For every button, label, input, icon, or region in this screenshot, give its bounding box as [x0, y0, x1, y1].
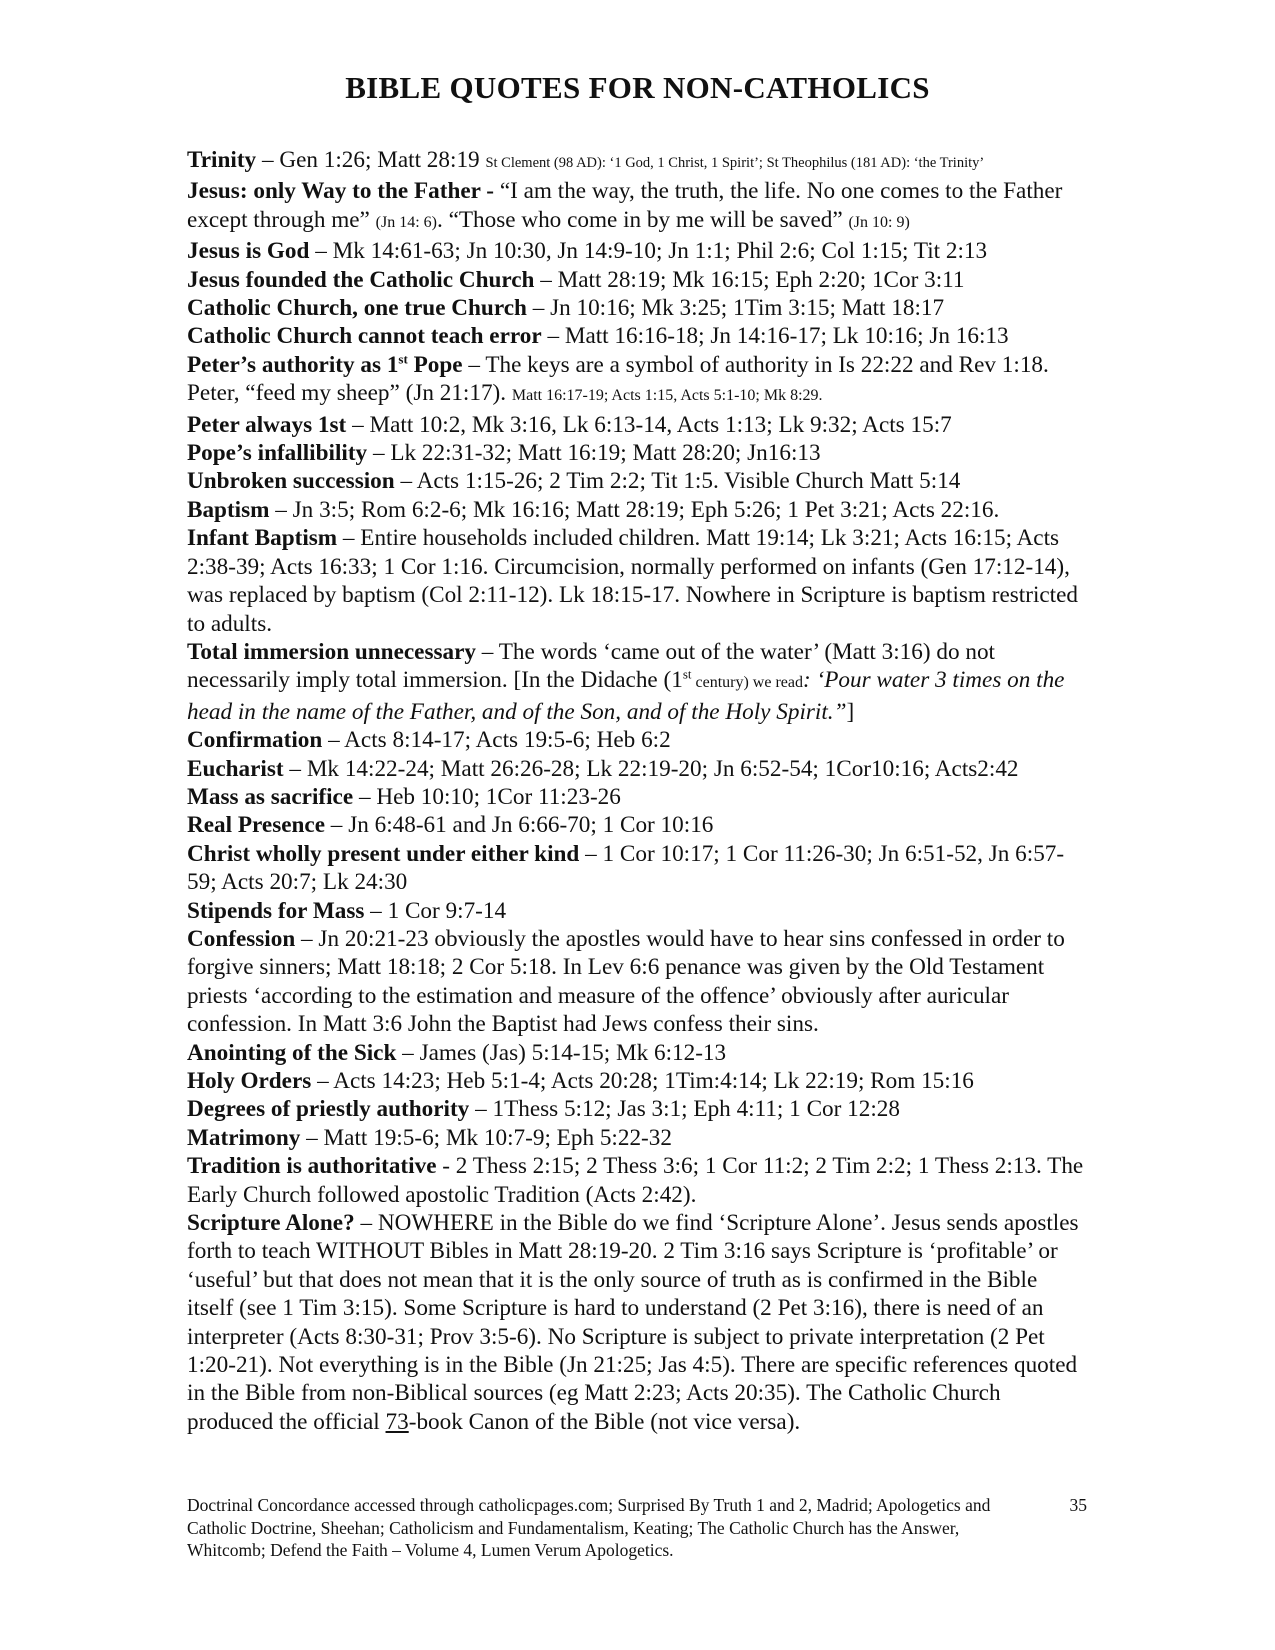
- entry-heading: Jesus founded the Catholic Church: [187, 266, 535, 293]
- entry-heading: Catholic Church cannot teach error: [187, 323, 542, 350]
- entry-text: – 1 Cor 9:7-14: [364, 897, 507, 924]
- entry-heading: Trinity: [187, 147, 257, 173]
- entry-baptism: [187, 496, 1087, 524]
- page-title: BIBLE QUOTES FOR NON-CATHOLICS: [345, 70, 930, 105]
- page-number: 35: [1069, 1495, 1087, 1515]
- entry-text: - 2 Thess 2:15; 2 Thess 3:6; 1 Cor 11:2; 2 Tim 2:2; 1 Thess 2:13. The Early Church followed apostolic Tradition (Acts 2:42).: [187, 1153, 1084, 1208]
- entry-heading: Real Presence: [187, 812, 325, 839]
- entry-cannot-teach-error: [187, 322, 1087, 350]
- entry-text: – The keys are a symbol of authority in Is 22:22 and Rev 1:18. Peter, “feed my sheep” (Jn 21:17).: [187, 351, 1049, 407]
- entry-holy-orders: [187, 1067, 1087, 1095]
- entry-text: – James (Jas) 5:14-15; Mk 6:12-13: [396, 1039, 727, 1066]
- entry-total-immersion: Total immersion unnecessary – The words ‘came out of the water’ (Matt 3:16) do not necessarily imply total immersion. [In the Didache (1st century) we read: ‘Pour water 3 times on the head in the name of the Father, and of the Son, and of the Holy Spirit.”]: [187, 638, 1065, 725]
- entry-heading: Unbroken succession: [187, 468, 395, 495]
- entry-text: – Jn 20:21-23 obviously the apostles would have to hear sins confessed in order to forgive sinners; Matt 18:18; 2 Cor 5:18. In Lev 6:6 penance was given by the Old Testament priests ‘according to the estimation and measure of the offence’ obviously after auricular confession. In Matt 3:6 John the Baptist had Jews confess their sins.: [187, 925, 1065, 1038]
- entry-peter-always-first: [187, 411, 1087, 439]
- entry-heading: Peter always 1st: [187, 411, 347, 438]
- entry-text: – Matt 10:2, Mk 3:16, Lk 6:13-14, Acts 1:13; Lk 9:32; Acts 15:7: [346, 411, 952, 438]
- entry-note: St Clement (98 AD): ‘1 God, 1 Christ, 1 Spirit’; St Theophilus (181 AD): ‘the Trinity’: [485, 155, 985, 171]
- entry-one-true-church: [187, 294, 1087, 322]
- entry-text: – Entire households included children. Matt 19:14; Lk 3:21; Acts 16:15; Acts 2:38-39; Acts 16:33; 1 Cor 1:16. Circumcision, normally performed on infants (Gen 17:12-14), was replaced by baptism (Col 2:11-12). Lk 18:15-17. Nowhere in Scripture is baptism restricted to adults.: [187, 525, 1079, 637]
- footer-sources: [187, 1494, 1087, 1562]
- entry-refs-small: Matt 16:17-19; Acts 1:15, Acts 5:1-10; Mk 8:29.: [511, 387, 823, 405]
- entry-heading: Peter’s authority as 1st Pope: [187, 351, 463, 378]
- entry-text: – Jn 10:16; Mk 3:25; 1Tim 3:15; Matt 18:17: [526, 295, 945, 322]
- entry-heading: Degrees of priestly authority: [187, 1096, 470, 1123]
- entry-heading: Anointing of the Sick: [187, 1039, 397, 1066]
- entry-text: – Matt 19:5-6; Mk 10:7-9; Eph 5:22-32: [300, 1124, 672, 1151]
- entry-tradition: [187, 1152, 1087, 1209]
- entry-text: – 1Thess 5:12; Jas 3:1; Eph 4:11; 1 Cor 12:28: [469, 1096, 900, 1123]
- entry-heading: Catholic Church, one true Church: [187, 295, 527, 322]
- entry-heading: Scripture Alone?: [187, 1210, 355, 1237]
- entry-heading: Matrimony: [187, 1124, 301, 1151]
- entry-text: – Gen 1:26; Matt 28:19: [256, 147, 486, 173]
- quote-list: [187, 146, 1087, 1436]
- entry-text: – 1 Cor 10:17; 1 Cor 11:26-30; Jn 6:51-52, Jn 6:57-59; Acts 20:7; Lk 24:30: [187, 840, 1065, 896]
- entry-text: – Acts 1:15-26; 2 Tim 2:2; Tit 1:5. Visible Church Matt 5:14: [394, 468, 961, 495]
- entry-trinity: [187, 146, 1087, 177]
- entry-text: – Acts 14:23; Heb 5:1-4; Acts 20:28; 1Tim:4:14; Lk 22:19; Rom 15:16: [311, 1068, 974, 1094]
- entry-text: – Jn 3:5; Rom 6:2-6; Mk 16:16; Matt 28:19; Eph 5:26; 1 Pet 3:21; Acts 22:16.: [269, 496, 1000, 523]
- entry-text: – NOWHERE in the Bible do we find ‘Scripture Alone’. Jesus sends apostles forth to teach WITHOUT Bibles in Matt 28:19-20. 2 Tim 3:16 says Scripture is ‘profitable’ or ‘useful’ but that does not mean that it is the only source of truth as is confirmed in the Bible itself (see 1 Tim 3:15). Some Scripture is hard to understand (2 Pet 3:16), there is need of an interpreter (Acts 8:30-31; Prov 3:5-6). No Scripture is subject to private interpretation (2 Pet 1:20-21). Not everything is in the Bible (Jn 21:25; Jas 4:5). There are specific references quoted in the Bible from non-Biblical sources (eg Matt 2:23; Acts 20:35). The Catholic Church produced the official: [187, 1210, 1079, 1435]
- entry-heading: Jesus: only Way to the Father -: [187, 178, 495, 205]
- entry-heading: Eucharist: [187, 755, 284, 782]
- entry-heading: Confirmation: [187, 727, 323, 754]
- entry-text: – The words ‘came out of the water’ (Matt 3:16) do not necessarily imply total immersion. [In the Didache (1: [187, 638, 995, 694]
- entry-text: – Matt 16:16-18; Jn 14:16-17; Lk 10:16; Jn 16:13: [541, 323, 1009, 350]
- entry-heading: Stipends for Mass: [187, 897, 365, 924]
- entry-text: century) we read: [691, 674, 803, 692]
- entry-heading: Pope’s infallibility: [187, 440, 368, 467]
- entry-peters-authority: [187, 351, 1087, 411]
- entry-matrimony: [187, 1124, 1087, 1152]
- entry-priestly-authority: [187, 1095, 1087, 1123]
- entry-text: – Mk 14:22-24; Matt 26:26-28; Lk 22:19-20; Jn 6:52-54; 1Cor10:16; Acts2:42: [283, 755, 1019, 782]
- entry-jesus-is-god: [187, 237, 1087, 265]
- entry-jesus-only-way: [187, 177, 1087, 237]
- entry-heading: Baptism: [187, 496, 270, 523]
- entry-heading: Confession: [187, 925, 296, 952]
- didache-quote: : ‘Pour water 3 times on the head in the name of the Father, and of the Son, and of the Holy Spirit.”: [187, 667, 1065, 725]
- entry-heading: Tradition is authoritative: [187, 1153, 437, 1180]
- entry-text: . “Those who come in by me will be saved”: [436, 206, 849, 233]
- entry-ref: (Jn 14: 6): [375, 213, 437, 231]
- entry-ref: (Jn 10: 9): [848, 213, 910, 231]
- entry-text: – Jn 6:48-61 and Jn 6:66-70; 1 Cor 10:16: [325, 812, 714, 839]
- entry-text: “I am the way, the truth, the life. No one comes to the Father except through me”: [187, 178, 1063, 233]
- canon-number: 73: [385, 1408, 409, 1435]
- entry-text: -book Canon of the Bible (not vice versa).: [408, 1408, 801, 1435]
- entry-heading: Total immersion unnecessary: [187, 638, 476, 665]
- entry-text: – Mk 14:61-63; Jn 10:30, Jn 14:9-10; Jn 1:1; Phil 2:6; Col 1:15; Tit 2:13: [309, 238, 988, 265]
- entry-real-presence: [187, 811, 1087, 839]
- entry-scripture-alone: [187, 1209, 1087, 1436]
- entry-jesus-founded-church: [187, 266, 1087, 294]
- entry-heading: Mass as sacrifice: [187, 783, 354, 810]
- entry-text: – Matt 28:19; Mk 16:15; Eph 2:20; 1Cor 3:11: [534, 266, 965, 293]
- entry-confession: [187, 925, 1087, 1039]
- entry-stipends: [187, 897, 1087, 925]
- entry-popes-infallibility: [187, 439, 1087, 467]
- footer-text: Doctrinal Concordance accessed through catholicpages.com; Surprised By Truth 1 and 2, Madrid; Apologetics and Catholic Doctrine, Sheehan; Catholicism and Fundamentalism, Keating; The Catholic Church has the Answer, Whitcomb; Defend the Faith – Volume 4, Lumen Verum Apologetics.: [187, 1495, 991, 1561]
- entry-unbroken-succession: [187, 467, 1087, 495]
- entry-heading: Holy Orders: [187, 1068, 312, 1094]
- entry-eucharist: [187, 755, 1087, 783]
- entry-anointing: [187, 1039, 1087, 1067]
- entry-heading: Jesus is God: [187, 238, 310, 265]
- entry-mass-as-sacrifice: [187, 783, 1087, 811]
- entry-confirmation: [187, 726, 1087, 754]
- entry-heading: Infant Baptism: [187, 525, 338, 552]
- entry-infant-baptism: [187, 524, 1087, 638]
- entry-text: – Acts 8:14-17; Acts 19:5-6; Heb 6:2: [322, 727, 671, 754]
- entry-text: – Heb 10:10; 1Cor 11:23-26: [353, 783, 621, 810]
- entry-heading: Christ wholly present under either kind: [187, 840, 580, 867]
- entry-text: – Lk 22:31-32; Matt 16:19; Matt 28:20; Jn16:13: [367, 440, 821, 467]
- entry-christ-wholly-present: [187, 840, 1087, 897]
